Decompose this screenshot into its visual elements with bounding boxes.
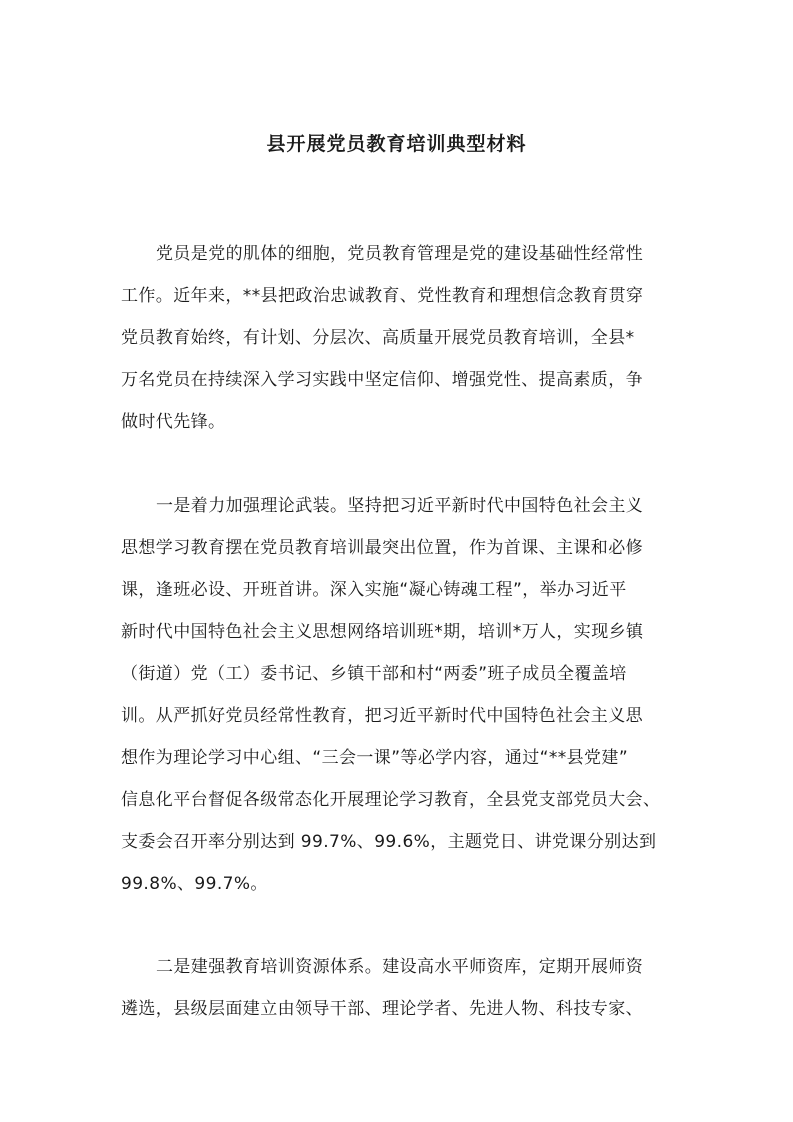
- paragraph-2-line-8: 信息化平台督促各级常态化开展理论学习教育，全县党支部党员大会、: [121, 790, 661, 810]
- paragraph-1-line-2: 工作。近年来，**县把政治忠诚教育、党性教育和理想信念教育贯穿: [121, 286, 644, 306]
- paragraph-2-line-3: 课，逢班必设、开班首讲。深入实施“凝心铸魂工程”，举办习近平: [121, 580, 627, 600]
- paragraph-2-line-2: 思想学习教育摆在党员教育培训最突出位置，作为首课、主课和必修: [121, 538, 643, 558]
- paragraph-1-line-1: 党员是党的肌体的细胞，党员教育管理是党的建设基础性经常性: [156, 244, 644, 264]
- paragraph-1-line-5: 做时代先锋。: [121, 412, 226, 432]
- paragraph-3-line-1: 二是建强教育培训资源体系。建设高水平师资库，定期开展师资: [156, 957, 644, 977]
- paragraph-1-line-3: 党员教育始终，有计划、分层次、高质量开展党员教育培训，全县*: [121, 328, 635, 348]
- paragraph-2-line-9: 支委会召开率分别达到 99.7%、99.6%，主题党日、讲党课分别达到: [121, 832, 657, 852]
- paragraph-1-line-4: 万名党员在持续深入学习实践中坚定信仰、增强党性、提高素质，争: [121, 370, 643, 390]
- paragraph-3-line-2: 遴选，县级层面建立由领导干部、理论学者、先进人物、科技专家、: [121, 999, 643, 1019]
- paragraph-2-line-5: （街道）党（工）委书记、乡镇干部和村“两委”班子成员全覆盖培: [121, 664, 627, 684]
- paragraph-2-line-7: 想作为理论学习中心组、“三会一课”等必学内容，通过“**县党建”: [121, 748, 629, 768]
- paragraph-2-line-10: 99.8%、99.7%。: [121, 874, 268, 894]
- document-title: 县开展党员教育培训典型材料: [266, 133, 527, 155]
- paragraph-2-line-1: 一是着力加强理论武装。坚持把习近平新时代中国特色社会主义: [156, 496, 644, 516]
- paragraph-2-line-4: 新时代中国特色社会主义思想网络培训班*期，培训*万人，实现乡镇: [121, 622, 644, 642]
- paragraph-2-line-6: 训。从严抓好党员经常性教育，把习近平新时代中国特色社会主义思: [121, 706, 643, 726]
